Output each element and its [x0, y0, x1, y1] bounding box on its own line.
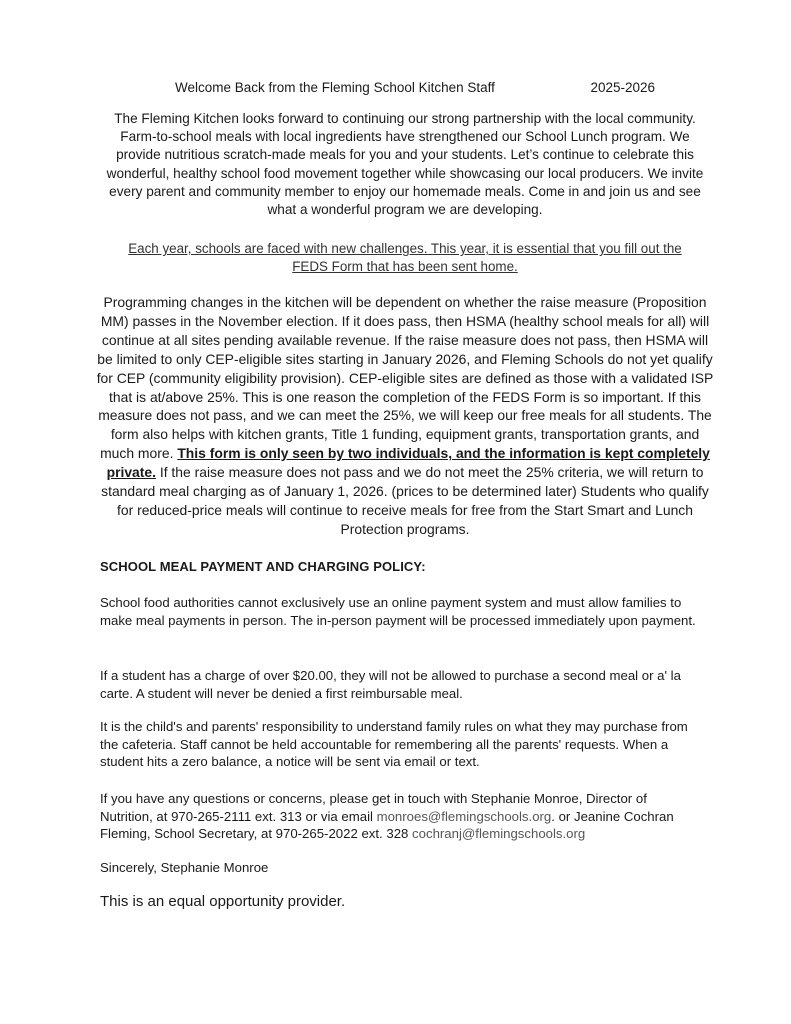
contact-text-1: If you have any questions or concerns, please get in touch with Stephanie Monroe, Director of Nutrition, at 970-265-2111 ext. 313 or via email — [100, 791, 647, 824]
letter-header — [175, 80, 655, 95]
program-changes-paragraph — [95, 293, 715, 539]
policy-paragraph-payment: School food authorities cannot exclusively use an online payment system and must allow families to make meal payments in person. The in-person payment will be processed immediately upon payment. — [100, 595, 696, 628]
program-text-after: If the raise measure does not pass and we do not meet the 25% criteria, we will return to standard meal charging as of January 1, 2026. (prices to be determined later) Students who qualify for reduced-price meals will continue to receive meals for free from the Start Smart and Lunch Protection programs. — [101, 464, 709, 537]
privacy-emphasis: This form is only seen by two individuals, and the information is kept completely private. — [106, 445, 710, 481]
policy-paragraph-responsibility: It is the child's and parents' responsibility to understand family rules on what they may purchase from the cafeteria. Staff cannot be held accountable for remembering all the parents' requests. When a student hits a zero balance, a notice will be sent via email or text. — [100, 719, 688, 770]
contact-text-2: . or Jeanine Cochran Fleming, School Secretary, at 970-265-2022 ext. 328 — [100, 808, 674, 842]
policy-paragraph-charge-limit: If a student has a charge of over $20.00, they will not be allowed to purchase a second meal or a' la carte. A student will never be denied a first reimbursable meal. — [100, 668, 681, 701]
school-year: 2025-2026 — [590, 80, 655, 95]
intro-paragraph: The Fleming Kitchen looks forward to continuing our strong partnership with the local community. Farm-to-school meals with local ingredients have strengthened our School Lunch program. We provide nutritious scratch-made meals for you and your students. Let’s continue to celebrate this wonderful, healthy school food movement together while showcasing our local producers. We invite every parent and community member to enjoy our homemade meals. Come in and join us and see what a wonderful program we are developing. — [106, 111, 704, 218]
email-cochran[interactable]: cochranj@flemingschools.org — [412, 826, 586, 842]
letter-title: Welcome Back from the Fleming School Kitchen Staff — [175, 80, 495, 95]
policy-heading: SCHOOL MEAL PAYMENT AND CHARGING POLICY: — [100, 559, 426, 574]
email-monroe[interactable]: monroes@flemingschools.org — [376, 808, 552, 824]
signoff: Sincerely, Stephanie Monroe — [100, 860, 269, 875]
equal-opportunity-statement: This is an equal opportunity provider. — [100, 893, 346, 910]
contact-paragraph — [100, 790, 700, 843]
program-text-before: Programming changes in the kitchen will be dependent on whether the raise measure (Proposition MM) passes in the November election. If it does pass, then HSMA (healthy school meals for all) will continue at all sites pending available revenue. If the raise measure does not pass, then HSMA will be limited to only CEP-eligible sites starting in January 2026, and Fleming Schools do not yet qualify for CEP (community eligibility provision). CEP-eligible sites are defined as those with a validated ISP that is at/above 25%. This is one reason the completion of the FEDS Form is so important. If this measure does not pass, and we can meet the 25%, we will keep our free meals for all students. The form also helps with kitchen grants, Title 1 funding, equipment grants, transportation grants, and much more. — [96, 294, 714, 462]
feds-form-notice: Each year, schools are faced with new challenges. This year, it is essential that you fill out the FEDS Form that has been sent home. — [128, 241, 682, 274]
